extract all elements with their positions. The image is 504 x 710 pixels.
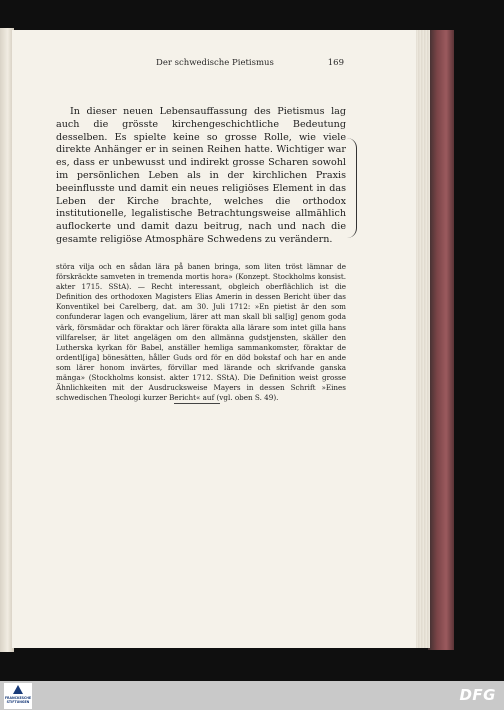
library-logo-text: FRANCKESCHE STIFTUNGEN <box>4 696 32 704</box>
page-stack-edge <box>414 30 430 648</box>
footnote: störa vilja och en sådan lära på banen bringa, som liten tröst lämnar de förskräckte samveten in tremenda mortis hora» (Konzept. Stockholms konsist. akter 1715. SStA). — Recht interessant, obgleich oberflächlich ist die Definition des orthodoxen Magisters Elias Amerin in dessen Bericht über das Konventikel bei Carelberg, dat. am 30. Juli 1712: »En pietist är den som confunderar lagen och evangelium, lärer att man skall bli sal[ig] genom goda värk, försmädar och föraktar och lärer förakta alla lärare som intet gilla hans villfarelser, är litet angelägen om den allmänna gudstjensten, skäller den Lutherska kyrkan för Babel, anställer hemliga sammankomster, föraktar de ordentl[iga] bönesätten, håller Guds ord för en död bokstaf och har en ande som lärer honom invärtes, förvillar med lärande och skrifvande ganska mänga» (Stockholms konsist. akter 1712. SStA). Die Definition weist grosse Ähnlichkeiten mit der Ausdrucksweise Mayers in dessen Schrift »Eines schwedischen Theologi kurzer Bericht« auf (vgl. oben S. 49). <box>56 262 346 403</box>
book-cover-edge <box>428 30 454 650</box>
end-rule <box>174 403 220 404</box>
main-paragraph: In dieser neuen Lebensauffassung des Pietismus lag auch die grösste kirchengeschichtliche Bedeutung desselben. Es spielte keine so grosse Rolle, wie viele direkte Anhänger er in seinen Reihen hatte. Wichtiger war es, dass er unbewusst und indirekt grosse Scharen sowohl im persönlichen Leben als in der kirchlichen Praxis beeinflusste und damit ein neues religiöses Element in das Leben der Kirche brachte, welches die orthodox institutionelle, legalistische Betrachtungsweise allmählich auflockerte und damit dazu beitrug, nach und nach die gesamte religiöse Atmosphäre Schwedens zu verändern. <box>56 106 346 245</box>
running-head <box>56 58 344 72</box>
page-number: 169 <box>327 58 344 68</box>
library-logo[interactable] <box>4 683 32 709</box>
library-logo-icon <box>13 685 23 694</box>
viewer-footer-bar <box>0 681 504 710</box>
margin-pencil-bracket <box>346 138 357 238</box>
dfg-logo[interactable]: DFG <box>459 686 496 704</box>
running-title: Der schwedische Pietismus <box>156 58 274 68</box>
